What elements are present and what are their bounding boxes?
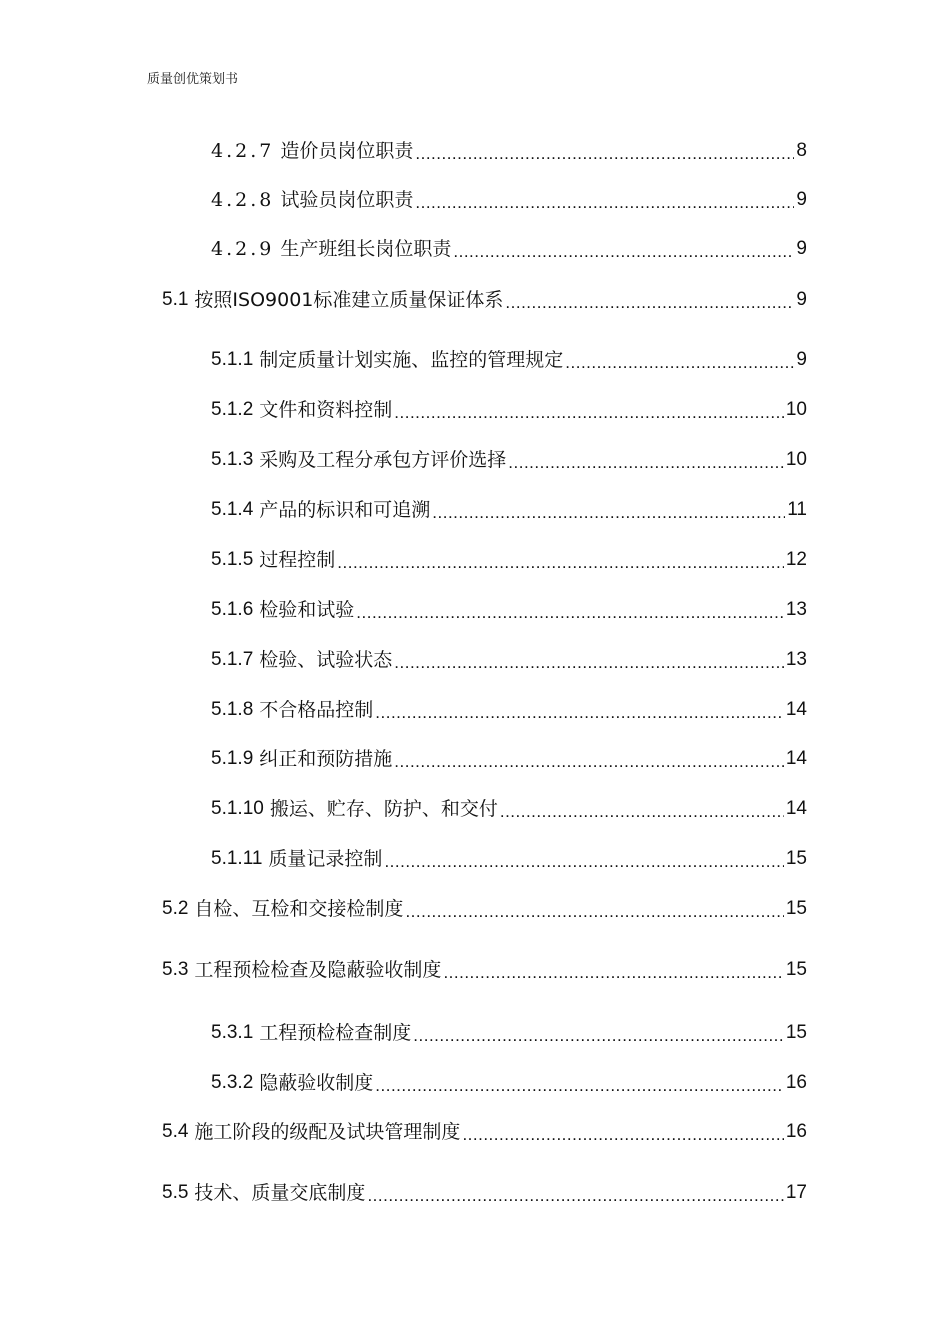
toc-entry-page: 11 [787,499,807,520]
toc-entry-5-1-8[interactable] [211,697,807,723]
toc-entry-5-1-6[interactable] [211,597,807,623]
toc-dot-leader [432,497,785,523]
toc-dot-leader [453,236,794,262]
toc-entry-page: 13 [785,599,807,620]
toc-entry-title: 生产班组长岗位职责 [280,238,452,260]
toc-entry-title: 试验员岗位职责 [280,189,414,211]
toc-dot-leader [384,846,783,872]
toc-entry-title: 制定质量计划实施、监控的管理规定 [259,349,564,371]
toc-dot-leader [405,896,783,922]
toc-entry-title: 搬运、贮存、防护、和交付 [269,798,498,820]
toc-dot-leader [500,796,784,822]
toc-entry-number: 5.3 [162,959,189,980]
toc-entry-title: 技术、质量交底制度 [194,1182,366,1204]
toc-entry-title: 纠正和预防措施 [259,748,393,770]
toc-entry-number: 4.2.9 [211,238,275,260]
toc-entry-5-2[interactable] [162,896,807,922]
toc-entry-title: 工程预检检查及隐蔽验收制度 [194,959,442,981]
toc-entry-5-1-10[interactable] [211,796,807,822]
toc-entry-page: 10 [785,449,807,470]
toc-dot-leader [394,746,784,772]
toc-entry-number: 5.4 [162,1121,189,1142]
toc-dot-leader [394,647,784,673]
toc-entry-5-1-3[interactable] [211,447,807,473]
toc-entry-page: 15 [785,848,807,869]
toc-entry-5-5[interactable] [162,1180,807,1206]
toc-dot-leader [367,1180,783,1206]
toc-dot-leader [443,957,783,983]
toc-entry-page: 14 [785,748,807,769]
toc-entry-number: 5.1.10 [211,798,264,819]
toc-entry-title: 自检、互检和交接检制度 [194,898,404,920]
toc-entry-number: 5.1.2 [211,399,254,420]
toc-entry-page: 9 [796,238,807,259]
toc-entry-page: 9 [796,289,807,310]
toc-entry-number: 4.2.7 [211,140,275,162]
toc-entry-title: 施工阶段的级配及试块管理制度 [194,1121,461,1143]
toc-entry-title: 过程控制 [259,549,336,571]
toc-entry-title: 采购及工程分承包方评价选择 [259,449,507,471]
toc-entry-number: 5.3.1 [211,1022,254,1043]
toc-entry-5-1-7[interactable] [211,647,807,673]
toc-entry-5-1-4[interactable] [211,497,807,523]
toc-entry-number: 5.3.2 [211,1072,254,1093]
toc-entry-page: 15 [785,959,807,980]
toc-entry-5-3-1[interactable] [211,1020,807,1046]
toc-dot-leader [462,1119,783,1145]
toc-entry-5-1-2[interactable] [211,397,807,423]
toc-dot-leader [394,397,784,423]
toc-entry-number: 5.1.3 [211,449,254,470]
toc-entry-number: 5.1.9 [211,748,254,769]
toc-entry-page: 16 [785,1072,807,1093]
toc-entry-page: 8 [796,140,807,161]
toc-entry-number: 5.1.1 [211,349,254,370]
toc-entry-number: 5.1 [162,289,189,310]
toc-entry-page: 14 [785,798,807,819]
toc-entry-number: 5.2 [162,898,189,919]
toc-entry-page: 10 [785,399,807,420]
toc-entry-page: 13 [785,649,807,670]
toc-entry-number: 5.1.6 [211,599,254,620]
toc-entry-page: 16 [785,1121,807,1142]
toc-entry-4-2-9[interactable] [211,236,807,262]
toc-dot-leader [356,597,784,623]
toc-entry-5-1-1[interactable] [211,347,807,373]
toc-entry-5-1-5[interactable] [211,547,807,573]
toc-dot-leader [413,1020,784,1046]
toc-entry-title: 按照ISO9001标准建立质量保证体系 [194,289,504,311]
toc-entry-title: 工程预检检查制度 [259,1022,412,1044]
toc-entry-page: 9 [796,189,807,210]
toc-dot-leader [508,447,784,473]
toc-dot-leader [337,547,784,573]
toc-entry-title: 隐蔽验收制度 [259,1072,374,1094]
toc-entry-page: 15 [785,1022,807,1043]
toc-entry-page: 14 [785,699,807,720]
toc-dot-leader [375,697,784,723]
toc-entry-number: 5.1.4 [211,499,254,520]
toc-dot-leader [375,1070,784,1096]
toc-entry-5-1[interactable] [162,287,807,313]
toc-entry-page: 9 [796,349,807,370]
toc-entry-number: 5.1.5 [211,549,254,570]
toc-entry-number: 5.5 [162,1182,189,1203]
toc-entry-5-1-11[interactable] [211,846,807,872]
toc-entry-4-2-7[interactable] [211,138,807,164]
toc-entry-5-1-9[interactable] [211,746,807,772]
toc-entry-number: 5.1.7 [211,649,254,670]
toc-entry-title: 检验和试验 [259,599,355,621]
toc-entry-5-4[interactable] [162,1119,807,1145]
toc-entry-title: 造价员岗位职责 [280,140,414,162]
toc-dot-leader [505,287,794,313]
toc-entry-4-2-8[interactable] [211,187,807,213]
toc-entry-number: 4.2.8 [211,189,275,211]
toc-entry-number: 5.1.8 [211,699,254,720]
toc-entry-title: 文件和资料控制 [259,399,393,421]
toc-entry-number: 5.1.11 [211,848,263,869]
toc-entry-title: 质量记录控制 [268,848,383,870]
page-header-title: 质量创优策划书 [147,72,239,87]
toc-dot-leader [415,187,794,213]
toc-dot-leader [415,138,794,164]
toc-entry-5-3-2[interactable] [211,1070,807,1096]
toc-dot-leader [565,347,794,373]
toc-entry-title: 产品的标识和可追溯 [259,499,431,521]
toc-entry-5-3[interactable] [162,957,807,983]
toc-entry-title: 检验、试验状态 [259,649,393,671]
toc-entry-page: 17 [785,1182,807,1203]
toc-entry-page: 12 [785,549,807,570]
toc-entry-page: 15 [785,898,807,919]
toc-entry-title: 不合格品控制 [259,699,374,721]
